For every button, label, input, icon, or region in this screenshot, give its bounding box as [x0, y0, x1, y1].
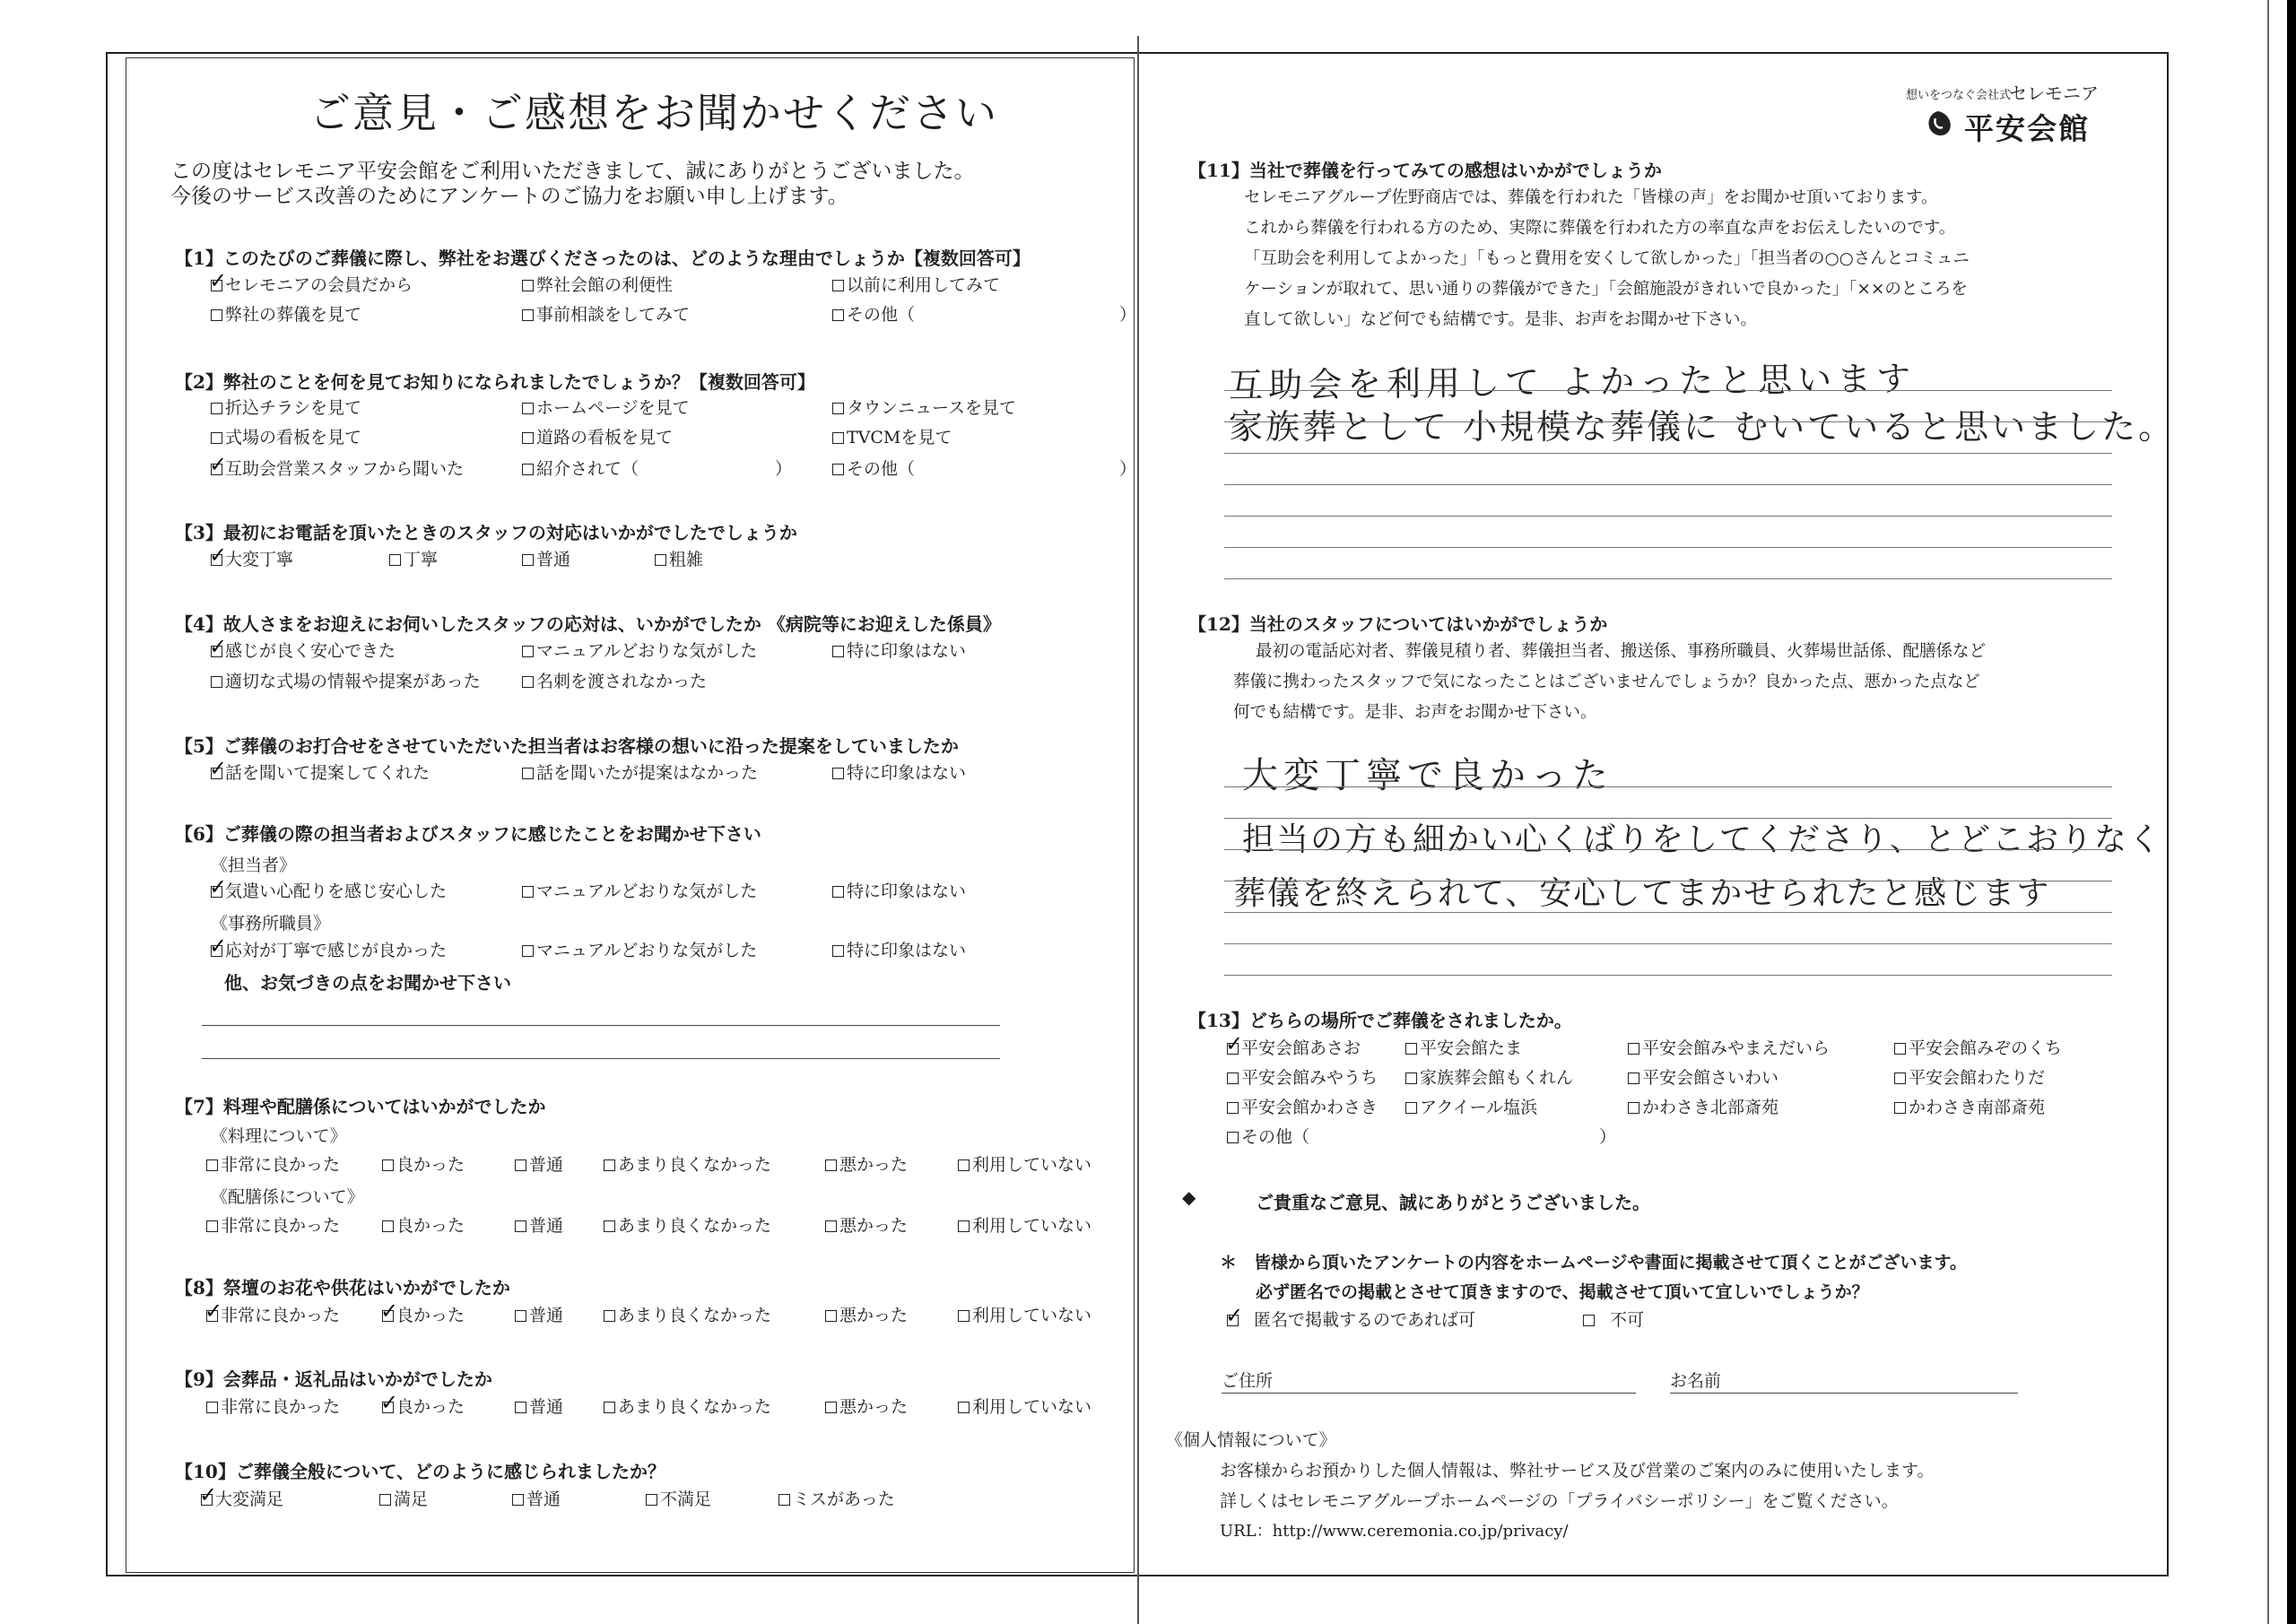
checkbox[interactable]	[655, 554, 666, 566]
q7-option[interactable]: 非常に良かった	[206, 1154, 340, 1176]
logo-tagline: 想いをつなぐ会社式	[1906, 89, 2012, 102]
q9-label: 【9】会葬品・返礼品はいかがでしたか	[175, 1368, 492, 1390]
q7-option[interactable]: 良かった	[382, 1154, 465, 1176]
answer-line[interactable]	[1224, 516, 2112, 517]
q8-option[interactable]: あまり良くなかった	[604, 1305, 771, 1326]
q1-option[interactable]: その他（ ）	[832, 304, 1136, 326]
checkbox[interactable]	[1405, 1043, 1417, 1055]
q2-option[interactable]: その他（ ）	[832, 458, 1136, 480]
checkbox[interactable]	[515, 1220, 526, 1232]
q13-label: 【13】どちらの場所でご葬儀をされましたか。	[1188, 1010, 1572, 1031]
q11-handwritten-answer: 家族葬として 小規模な葬儀に むいていると思いました。	[1229, 407, 2176, 447]
checkbox[interactable]	[522, 432, 534, 444]
q9-option[interactable]: 非常に良かった	[206, 1396, 340, 1418]
q2-option[interactable]: タウンニュースを見て	[832, 397, 1016, 419]
q13-option[interactable]: かわさき北部斎苑	[1628, 1097, 1779, 1118]
checkbox[interactable]	[201, 1494, 213, 1506]
privacy-url-link[interactable]: URL：http://www.ceremonia.co.jp/privacy/	[1220, 1522, 1569, 1541]
q11-handwritten-answer: 互助会を利用して よかったと思います	[1228, 358, 1917, 406]
privacy-title: 《個人情報について》	[1166, 1430, 1336, 1450]
q2-label: 【2】弊社のことを何を見てお知りになられましたでしょうか？【複数回答可】	[175, 371, 815, 393]
checkbox[interactable]	[382, 1220, 394, 1232]
q3-option[interactable]: 普通	[522, 549, 570, 570]
checkbox[interactable]	[958, 1159, 970, 1171]
q2-option[interactable]: 式場の看板を見て	[211, 427, 361, 448]
q7-option[interactable]: あまり良くなかった	[604, 1154, 771, 1176]
q13-option[interactable]: 平安会館わたりだ	[1894, 1067, 2045, 1089]
checkbox[interactable]	[1405, 1073, 1417, 1084]
checkbox[interactable]	[515, 1310, 526, 1322]
checkbox[interactable]	[1227, 1315, 1239, 1326]
q13-option[interactable]: 家族葬会館もくれん	[1405, 1067, 1573, 1089]
q12-text: 何でも結構です。是非、お声をお聞かせ下さい。	[1233, 703, 1597, 722]
checkbox[interactable]	[211, 280, 222, 291]
name-label: お名前	[1670, 1371, 1722, 1391]
q8-option[interactable]: ✓非常に良かった	[206, 1305, 340, 1326]
checkbox[interactable]	[211, 945, 222, 957]
checkbox[interactable]	[382, 1402, 394, 1413]
q10-option[interactable]: 満足	[379, 1489, 428, 1510]
q6-option[interactable]: 特に印象はない	[832, 881, 966, 902]
answer-line[interactable]	[1224, 421, 2112, 422]
checkbox[interactable]	[832, 646, 844, 657]
answer-line[interactable]	[1224, 912, 2112, 913]
publish-note-1: ＊ 皆様から頂いたアンケートの内容をホームページや書面に掲載させて頂くことがございます。	[1220, 1253, 1967, 1272]
checkbox[interactable]	[206, 1220, 218, 1232]
checkbox[interactable]	[646, 1494, 657, 1506]
q9-option[interactable]: あまり良くなかった	[604, 1396, 771, 1418]
q7-label: 【7】料理や配膳係についてはいかがでしたか	[175, 1096, 546, 1117]
checkbox[interactable]	[1628, 1102, 1639, 1114]
q11-text: セレモニアグループ佐野商店では、葬儀を行われた「皆様の声」をお聞かせ頂いております。	[1244, 188, 1938, 207]
q4-option[interactable]: マニュアルどおりな気がした	[522, 640, 757, 662]
checkbox[interactable]	[522, 554, 534, 566]
q11-text: 「互助会を利用してよかった」「もっと費用を安くして欲しかった」「担当者の○○さんとコミュニ	[1244, 249, 1970, 268]
checkbox[interactable]	[604, 1159, 615, 1171]
diamond-bullet-icon: ◆	[1182, 1186, 1196, 1208]
name-field[interactable]	[1670, 1393, 2018, 1394]
checkbox[interactable]	[825, 1220, 837, 1232]
checkbox[interactable]	[1628, 1043, 1639, 1055]
checkbox[interactable]	[1894, 1102, 1906, 1114]
publish-note-2: 必ず匿名での掲載とさせて頂きますので、掲載させて頂いて宜しいでしょうか？	[1256, 1282, 1869, 1302]
q13-option[interactable]: 平安会館かわさき	[1227, 1097, 1378, 1118]
checkbox[interactable]	[522, 403, 534, 414]
logo-flower-icon	[1919, 108, 1957, 142]
answer-line[interactable]	[1224, 786, 2112, 787]
q6-option[interactable]: マニュアルどおりな気がした	[522, 940, 757, 961]
checkbox[interactable]	[515, 1402, 526, 1413]
checkbox[interactable]	[1583, 1315, 1595, 1326]
q7-option[interactable]: 普通	[515, 1215, 563, 1237]
checkbox[interactable]	[389, 554, 401, 566]
answer-line[interactable]	[1224, 818, 2112, 819]
checkbox[interactable]	[522, 464, 534, 475]
intro-line-1: この度はセレモニア平安会館をご利用いただきまして、誠にありがとうございました。	[170, 160, 975, 183]
q9-option[interactable]: 普通	[515, 1396, 563, 1418]
checkbox[interactable]	[379, 1494, 391, 1506]
q7-option[interactable]: 良かった	[382, 1215, 465, 1237]
publish-option-no[interactable]: 不可	[1583, 1309, 1644, 1331]
q4-label: 【4】故人さまをお迎えにお伺いしたスタッフの応対は、いかがでしたか 《病院等にお迎えした係員》	[175, 613, 1001, 635]
q7-option[interactable]: 利用していない	[958, 1215, 1091, 1237]
q13-option[interactable]: ✓平安会館あさお	[1227, 1038, 1361, 1059]
checkbox[interactable]	[522, 280, 534, 291]
checkbox[interactable]	[211, 309, 222, 321]
q7-option[interactable]: 普通	[515, 1154, 563, 1176]
q5-option[interactable]: 特に印象はない	[832, 762, 966, 784]
q1-option[interactable]: 以前に利用してみて	[832, 274, 1000, 296]
q8-option[interactable]: 悪かった	[825, 1305, 908, 1326]
checkbox[interactable]	[832, 403, 844, 414]
answer-line[interactable]	[1224, 975, 2112, 976]
q6-option[interactable]: 特に印象はない	[832, 940, 966, 961]
checkbox[interactable]	[958, 1402, 970, 1413]
checkbox[interactable]	[832, 768, 844, 779]
q7-option[interactable]: 利用していない	[958, 1154, 1091, 1176]
q13-option[interactable]: かわさき南部斎苑	[1894, 1097, 2045, 1118]
checkbox[interactable]	[522, 768, 534, 779]
answer-line[interactable]	[1224, 943, 2112, 944]
q1-option[interactable]: ✓セレモニアの会員だから	[211, 274, 413, 296]
q1-option[interactable]: 事前相談をしてみて	[522, 304, 690, 326]
closing-thanks: ご貴重なご意見、誠にありがとうございました。	[1256, 1192, 1650, 1213]
checkbox[interactable]	[604, 1402, 615, 1413]
q1-option[interactable]: 弊社の葬儀を見て	[211, 304, 361, 326]
answer-line[interactable]	[1224, 547, 2112, 548]
q11-label: 【11】当社で葬儀を行ってみての感想はいかがでしょうか	[1188, 160, 1662, 181]
q13-option[interactable]: 平安会館たま	[1405, 1038, 1522, 1059]
q12-text: 最初の電話応対者、葬儀見積り者、葬儀担当者、搬送係、事務所職員、火葬場世話係、配膳係など	[1256, 642, 1987, 661]
answer-line[interactable]	[1224, 390, 2112, 391]
q2-option[interactable]: 道路の看板を見て	[522, 427, 673, 448]
checkbox[interactable]	[604, 1310, 615, 1322]
checkbox[interactable]	[522, 646, 534, 657]
answer-line[interactable]	[1224, 578, 2112, 579]
publish-option-yes[interactable]: ✓匿名で掲載するのであれば可	[1227, 1309, 1475, 1331]
q7-option[interactable]: 悪かった	[825, 1215, 908, 1237]
q4-option[interactable]: ✓感じが良く安心できた	[211, 640, 396, 662]
right-edge-line	[2267, 0, 2269, 1624]
checkbox[interactable]	[832, 886, 844, 898]
q8-label: 【8】祭壇のお花や供花はいかがでしたか	[175, 1277, 510, 1298]
checkbox[interactable]	[522, 309, 534, 321]
checkbox[interactable]	[522, 945, 534, 957]
q10-option[interactable]: ✓大変満足	[201, 1489, 283, 1510]
q7-option[interactable]: 悪かった	[825, 1154, 908, 1176]
checkbox[interactable]	[522, 886, 534, 898]
checkbox[interactable]	[382, 1310, 394, 1322]
q6-sub-staff: 《担当者》	[211, 855, 297, 875]
q6-option[interactable]: マニュアルどおりな気がした	[522, 881, 757, 902]
q12-handwritten-answer: 大変丁寧で良かった	[1242, 755, 1613, 796]
logo-brand: セレモニア	[2009, 83, 2099, 104]
address-label: ご住所	[1222, 1371, 1274, 1391]
q6-answer-line[interactable]	[202, 1058, 1000, 1059]
privacy-line: お客様からお預かりした個人情報は、弊社サービス及び営業のご案内のみに使用いたします。	[1220, 1461, 1935, 1481]
q5-option[interactable]: ✓話を聞いて提案してくれた	[211, 762, 430, 784]
q6-answer-line[interactable]	[202, 1025, 1000, 1026]
checkbox[interactable]	[958, 1220, 970, 1232]
q5-option[interactable]: 話を聞いたが提案はなかった	[522, 762, 758, 784]
checkbox[interactable]	[1894, 1073, 1906, 1084]
checkbox[interactable]	[211, 464, 222, 475]
q13-option[interactable]: 平安会館さいわい	[1628, 1067, 1779, 1089]
checkbox[interactable]	[211, 432, 222, 444]
checkbox[interactable]	[211, 646, 222, 657]
q13-option[interactable]: 平安会館みやまえだいら	[1628, 1038, 1830, 1059]
q7-sub-server: 《配膳係について》	[211, 1187, 364, 1207]
privacy-line: 詳しくはセレモニアグループホームページの「プライバシーポリシー」をご覧ください。	[1220, 1491, 1899, 1511]
q5-label: 【5】ご葬儀のお打合せをさせていただいた担当者はお客様の想いに沿った提案をしていましたか	[175, 735, 959, 757]
address-field[interactable]	[1222, 1393, 1636, 1394]
q7-option[interactable]: 非常に良かった	[206, 1215, 340, 1237]
checkbox[interactable]	[832, 464, 844, 475]
q2-option[interactable]: TVCMを見て	[832, 427, 952, 448]
checkbox[interactable]	[1227, 1073, 1239, 1084]
q12-text: 葬儀に携わったスタッフで気になったことはございませんでしょうか？良かった点、悪かった点など	[1233, 673, 1980, 691]
checkbox[interactable]	[1227, 1043, 1239, 1055]
q3-option[interactable]: ✓大変丁寧	[211, 549, 293, 570]
checkbox[interactable]	[211, 886, 222, 898]
q8-option[interactable]: 普通	[515, 1305, 563, 1326]
answer-line[interactable]	[1224, 484, 2112, 485]
q12-handwritten-answer: 葬儀を終えられて、安心してまかせられたと感じます	[1233, 875, 2051, 912]
checkbox[interactable]	[211, 554, 222, 566]
q12-handwritten-answer: 担当の方も細かい心くばりをしてくださり、とどこおりなく	[1242, 821, 2163, 858]
q6-label: 【6】ご葬儀の際の担当者およびスタッフに感じたことをお聞かせ下さい	[175, 823, 761, 845]
checkbox[interactable]	[604, 1220, 615, 1232]
answer-line[interactable]	[1224, 453, 2112, 454]
q9-option[interactable]: 悪かった	[825, 1396, 908, 1418]
q10-label: 【10】ご葬儀全般について、どのように感じられましたか？	[175, 1461, 666, 1482]
q10-option[interactable]: 不満足	[646, 1489, 711, 1510]
q4-option[interactable]: 名刺を渡されなかった	[522, 671, 707, 692]
checkbox[interactable]	[211, 768, 222, 779]
q7-sub-food: 《料理について》	[211, 1126, 347, 1146]
q8-option[interactable]: 利用していない	[958, 1305, 1091, 1326]
checkbox[interactable]	[382, 1159, 394, 1171]
q13-option[interactable]: 平安会館みやうち	[1227, 1067, 1378, 1089]
q4-option[interactable]: 適切な式場の情報や提案があった	[211, 671, 481, 692]
q6-option[interactable]: ✓応対が丁寧で感じが良かった	[211, 940, 447, 961]
checkbox[interactable]	[778, 1494, 790, 1506]
checkbox[interactable]	[211, 403, 222, 414]
q13-option[interactable]: アクイール塩浜	[1405, 1097, 1537, 1118]
checkbox[interactable]	[825, 1159, 837, 1171]
q10-option[interactable]: ミスがあった	[778, 1489, 895, 1510]
q9-option[interactable]: ✓ 良かった	[382, 1396, 465, 1418]
q6-sub-office: 《事務所職員》	[211, 914, 331, 934]
q6-option[interactable]: ✓気遣い心配りを感じ安心した	[211, 881, 447, 902]
page-title: ご意見・ご感想をお聞かせください	[309, 89, 998, 137]
checkbox[interactable]	[1227, 1102, 1239, 1114]
q11-text: これから葬儀を行われる方のため、実際に葬儀を行われた方の率直な声をお伝えしたいのです。	[1244, 219, 1956, 238]
intro-line-2: 今後のサービス改善のためにアンケートのご協力をお願い申し上げます。	[170, 185, 848, 208]
q10-option[interactable]: 普通	[512, 1489, 561, 1510]
checkbox[interactable]	[958, 1310, 970, 1322]
checkbox[interactable]	[206, 1402, 218, 1413]
q6-other-label: 他、お気づきの点をお聞かせ下さい	[224, 972, 511, 994]
q4-option[interactable]: 特に印象はない	[832, 640, 966, 662]
q3-option[interactable]: 粗雑	[655, 549, 703, 570]
q1-label: 【1】このたびのご葬儀に際し、弊社をお選びくださったのは、どのような理由でしょうか【複数回答可】	[175, 248, 1031, 269]
q7-option[interactable]: あまり良くなかった	[604, 1215, 771, 1237]
q2-option[interactable]: ✓互助会営業スタッフから聞いた	[211, 458, 464, 480]
checkbox[interactable]	[832, 309, 844, 321]
checkbox[interactable]	[832, 280, 844, 291]
q3-label: 【3】最初にお電話を頂いたときのスタッフの対応はいかがでしたでしょうか	[175, 522, 797, 543]
q13-option[interactable]: 平安会館みぞのくち	[1894, 1038, 2062, 1059]
checkbox[interactable]	[515, 1159, 526, 1171]
q12-label: 【12】当社のスタッフについてはいかがでしょうか	[1188, 613, 1608, 635]
q13-option[interactable]: その他（ ）	[1227, 1126, 1616, 1148]
q3-option[interactable]: 丁寧	[389, 549, 438, 570]
q2-option[interactable]: 紹介されて（ ）	[522, 458, 792, 480]
checkbox[interactable]	[832, 945, 844, 957]
right-edge-strip	[2287, 0, 2296, 1624]
q8-option[interactable]: ✓ 良かった	[382, 1305, 465, 1326]
page-fold-line	[1137, 36, 1139, 1624]
checkbox[interactable]	[522, 676, 534, 688]
q2-option[interactable]: 折込チラシを見て	[211, 397, 361, 419]
answer-line[interactable]	[1224, 849, 2112, 850]
checkbox[interactable]	[825, 1402, 837, 1413]
checkbox[interactable]	[1894, 1043, 1906, 1055]
checkbox[interactable]	[1405, 1102, 1417, 1114]
checkbox[interactable]	[512, 1494, 524, 1506]
q1-option[interactable]: 弊社会館の利便性	[522, 274, 673, 296]
q11-text: ケーションが取れて、思い通りの葬儀ができた」「会館施設がきれいで良かった」「××のところを	[1244, 280, 1968, 299]
logo-name: 平安会館	[1964, 111, 2090, 146]
q11-text: 直して欲しい」など何でも結構です。是非、お声をお聞かせ下さい。	[1244, 310, 1758, 329]
q2-option[interactable]: ホームページを見て	[522, 397, 690, 419]
checkbox[interactable]	[206, 1310, 218, 1322]
checkbox[interactable]	[832, 432, 844, 444]
checkbox[interactable]	[206, 1159, 218, 1171]
checkbox[interactable]	[211, 676, 222, 688]
checkbox[interactable]	[825, 1310, 837, 1322]
checkbox[interactable]	[1227, 1132, 1239, 1143]
q9-option[interactable]: 利用していない	[958, 1396, 1091, 1418]
checkbox[interactable]	[1628, 1073, 1639, 1084]
